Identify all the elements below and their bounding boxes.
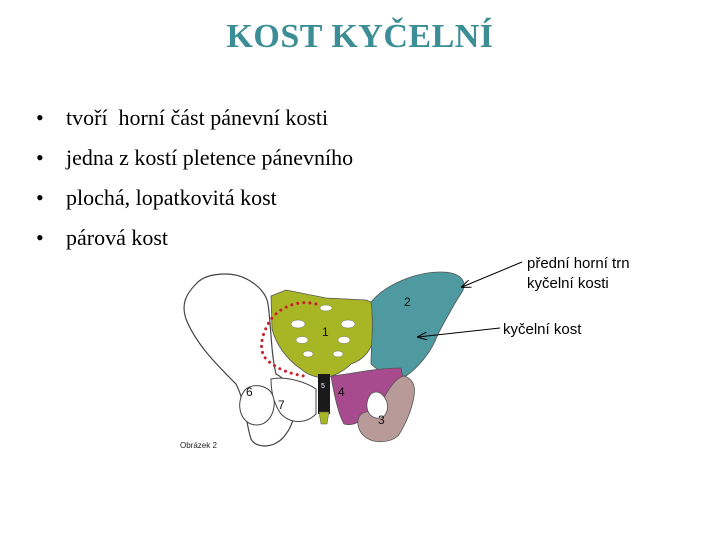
asis-annotation <box>527 254 707 294</box>
label-6: 6 <box>246 385 253 399</box>
bullet-list <box>36 98 353 258</box>
coccyx-shape <box>318 374 330 414</box>
bullet-item <box>36 138 353 178</box>
left-obturator-outline <box>240 386 275 425</box>
bullet-item <box>36 218 353 258</box>
coccyx-tip <box>319 412 329 424</box>
bullet-glyph: • <box>36 105 44 130</box>
label-3: 3 <box>378 413 385 427</box>
figure-caption: Obrázek 2 <box>180 441 217 450</box>
bullet-glyph: • <box>36 145 44 170</box>
bullet-item <box>36 98 353 138</box>
bullet-text: tvoří horní část pánevní kosti <box>66 105 329 130</box>
asis-annotation-line: přední horní trn <box>527 255 630 272</box>
bullet-item <box>36 178 353 218</box>
label-2: 2 <box>404 295 411 309</box>
label-5: 5 <box>321 383 325 390</box>
label-4: 4 <box>338 385 345 399</box>
label-1: 1 <box>322 325 329 339</box>
bullet-glyph: • <box>36 225 44 250</box>
bullet-glyph: • <box>36 185 44 210</box>
label-7: 7 <box>278 398 285 412</box>
pelvis-illustration <box>176 264 476 464</box>
ilium-shape <box>371 272 464 376</box>
slide-title: KOST KYČELNÍ <box>226 18 494 55</box>
asis-annotation-line: kyčelní kosti <box>527 275 609 292</box>
bullet-text: jedna z kostí pletence pánevního <box>66 145 354 170</box>
ilium-annotation: kyčelní kost <box>503 321 582 338</box>
bullet-text: plochá, lopatkovitá kost <box>66 185 277 210</box>
bullet-text: párová kost <box>66 225 169 250</box>
